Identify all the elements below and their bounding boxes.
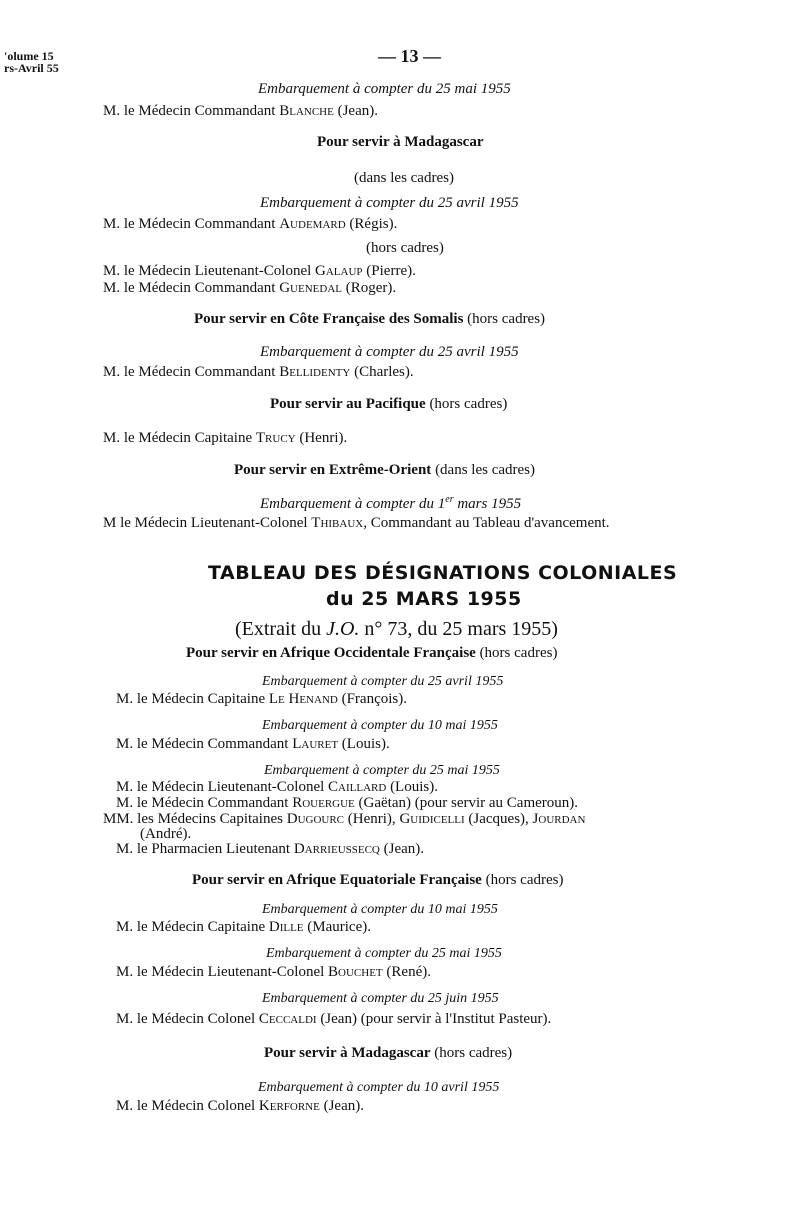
- person-rank: M. le Médecin Lieutenant-Colonel: [116, 964, 329, 980]
- embarquement-line: Embarquement à compter du 10 avril 1955: [258, 1080, 500, 1095]
- person-entry: [103, 364, 414, 381]
- heading-note: (hors cadres): [481, 872, 564, 888]
- person-entry: [116, 1098, 364, 1115]
- embarquement-line: Embarquement à compter du 25 avril 1955: [260, 344, 519, 360]
- section-heading: Pour servir à Madagascar: [317, 134, 484, 150]
- subsection-note: (dans les cadres): [354, 170, 454, 186]
- person-firstname: (Jacques),: [464, 811, 533, 827]
- extrait-suffix: n° 73, du 25 mars 1955): [359, 618, 558, 640]
- embarquement-line: Embarquement à compter du 25 avril 1955: [260, 195, 519, 211]
- subsection-note: (hors cadres): [366, 240, 444, 256]
- heading-note: (hors cadres): [475, 645, 558, 661]
- person-firstname: (Henri).: [295, 430, 348, 446]
- person-entry: [116, 841, 424, 858]
- person-firstname: (Jean).: [319, 1098, 364, 1114]
- person-surname: Jourdan: [532, 811, 586, 827]
- person-firstname: (Pierre).: [362, 263, 416, 279]
- person-firstname: , Commandant au Tableau d'avancement.: [363, 515, 610, 531]
- section-heading: [270, 396, 507, 413]
- person-rank: M. le Médecin Lieutenant-Colonel: [116, 779, 329, 795]
- person-entry: [116, 964, 431, 981]
- person-entry: [103, 263, 416, 280]
- person-surname: Audemard: [279, 216, 346, 232]
- ordinal-suffix: er: [445, 494, 454, 505]
- person-rank: M. le Médecin Commandant: [103, 216, 280, 232]
- person-firstname: (Roger).: [341, 280, 397, 296]
- person-firstname: (Henri),: [344, 811, 400, 827]
- person-firstname: (Maurice).: [303, 919, 371, 935]
- person-rank: MM. les Médecins Capitaines: [103, 811, 287, 827]
- person-rank: M le Médecin Lieutenant-Colonel: [103, 515, 312, 531]
- person-entry: [103, 216, 397, 233]
- person-rank: M. le Médecin Capitaine: [116, 691, 269, 707]
- person-firstname: (Jean).: [379, 841, 425, 857]
- person-firstname: (Gaëtan) (pour servir au Cameroun).: [354, 795, 579, 811]
- person-surname: Le Henand: [268, 691, 338, 707]
- person-surname: Guidicelli: [399, 811, 465, 827]
- person-rank: M. le Médecin Capitaine: [116, 919, 269, 935]
- person-firstname: (René).: [382, 964, 431, 980]
- person-rank: M. le Médecin Capitaine: [103, 430, 256, 446]
- person-surname: Bouchet: [328, 964, 383, 980]
- person-rank: M. le Pharmacien Lieutenant: [116, 841, 294, 857]
- journal-officiel: J.O.: [326, 618, 360, 640]
- person-entry: [116, 919, 371, 936]
- person-rank: M. le Médecin Commandant: [103, 364, 280, 380]
- person-entry: [116, 1011, 551, 1028]
- tableau-title: TABLEAU DES DÉSIGNATIONS COLONIALES: [208, 562, 678, 584]
- person-entry: [103, 103, 378, 120]
- person-rank: M. le Médecin Commandant: [116, 736, 293, 752]
- embarquement-line: Embarquement à compter du 25 avril 1955: [262, 674, 504, 689]
- embarquement-text: Embarquement à compter du 1: [260, 496, 446, 512]
- embarquement-line: Embarquement à compter du 10 mai 1955: [262, 902, 498, 917]
- heading-note: (hors cadres): [463, 311, 546, 327]
- heading-bold: Pour servir en Côte Française des Somalis: [194, 311, 464, 327]
- heading-bold: Pour servir en Extrême-Orient: [234, 462, 432, 478]
- person-surname: Thibaux: [311, 515, 364, 531]
- person-rank: M. le Médecin Commandant: [103, 280, 280, 296]
- heading-bold: Pour servir à Madagascar: [264, 1045, 431, 1061]
- person-firstname: (Jean) (pour servir à l'Institut Pasteur).: [316, 1011, 552, 1027]
- person-rank: M. le Médecin Colonel: [116, 1098, 259, 1114]
- section-heading: [194, 311, 545, 328]
- embarquement-line: Embarquement à compter du 10 mai 1955: [262, 718, 498, 733]
- section-heading: [264, 1045, 512, 1062]
- person-firstname: (Charles).: [350, 364, 414, 380]
- person-rank: M. le Médecin Commandant: [116, 795, 293, 811]
- person-entry: [103, 280, 396, 297]
- heading-bold: Pour servir en Afrique Equatoriale Française: [192, 872, 482, 888]
- person-surname: Blanche: [279, 103, 334, 119]
- months-label: rs-Avril 55: [4, 61, 59, 75]
- embarquement-line: [260, 494, 521, 513]
- person-firstname: (François).: [337, 691, 407, 707]
- person-entry: [116, 736, 390, 753]
- person-firstname: (Louis).: [386, 779, 438, 795]
- heading-note: (hors cadres): [425, 396, 508, 412]
- person-rank: M. le Médecin Colonel: [116, 1011, 259, 1027]
- extrait-prefix: (Extrait du: [235, 618, 327, 640]
- volume-label: 'olume 15: [4, 49, 54, 63]
- person-entry-continuation: (André).: [140, 826, 192, 842]
- person-surname: Darrieussecq: [293, 841, 380, 857]
- person-surname: Dille: [268, 919, 304, 935]
- person-surname: Guenedal: [279, 280, 342, 296]
- person-entry: [116, 779, 438, 796]
- person-rank: M. le Médecin Lieutenant-Colonel: [103, 263, 316, 279]
- section-heading: [234, 462, 535, 479]
- extrait-line: [235, 618, 558, 641]
- person-surname: Ceccaldi: [258, 1011, 317, 1027]
- person-surname: Galaup: [315, 263, 363, 279]
- heading-note: (dans les cadres): [431, 462, 536, 478]
- person-surname: Caillard: [328, 779, 387, 795]
- person-surname: Trucy: [255, 430, 296, 446]
- embarquement-line: Embarquement à compter du 25 mai 1955: [264, 763, 500, 778]
- embarquement-line: Embarquement à compter du 25 mai 1955: [266, 946, 502, 961]
- page-number: — 13 —: [378, 46, 441, 66]
- tableau-date: du 25 MARS 1955: [326, 588, 522, 610]
- embarquement-line: Embarquement à compter du 25 mai 1955: [258, 81, 511, 97]
- person-surname: Lauret: [292, 736, 339, 752]
- embarquement-date: mars 1955: [453, 496, 522, 512]
- person-firstname: (Régis).: [345, 216, 398, 232]
- embarquement-line: Embarquement à compter du 25 juin 1955: [262, 991, 499, 1006]
- person-firstname: (Jean).: [333, 103, 378, 119]
- section-heading: [192, 872, 563, 889]
- heading-bold: Pour servir au Pacifique: [270, 396, 426, 412]
- heading-bold: Pour servir en Afrique Occidentale Française: [186, 645, 476, 661]
- person-surname: Kerforne: [258, 1098, 320, 1114]
- person-surname: Rouergue: [292, 795, 355, 811]
- person-rank: M. le Médecin Commandant: [103, 103, 280, 119]
- person-entry: [116, 691, 407, 708]
- person-surname: Bellidenty: [279, 364, 351, 380]
- heading-note: (hors cadres): [430, 1045, 513, 1061]
- person-surname: Dugourc: [286, 811, 345, 827]
- person-entry: [116, 795, 578, 812]
- person-firstname: (Louis).: [338, 736, 390, 752]
- person-entry: [103, 515, 610, 532]
- person-entry: [103, 430, 347, 447]
- section-heading: [186, 645, 557, 662]
